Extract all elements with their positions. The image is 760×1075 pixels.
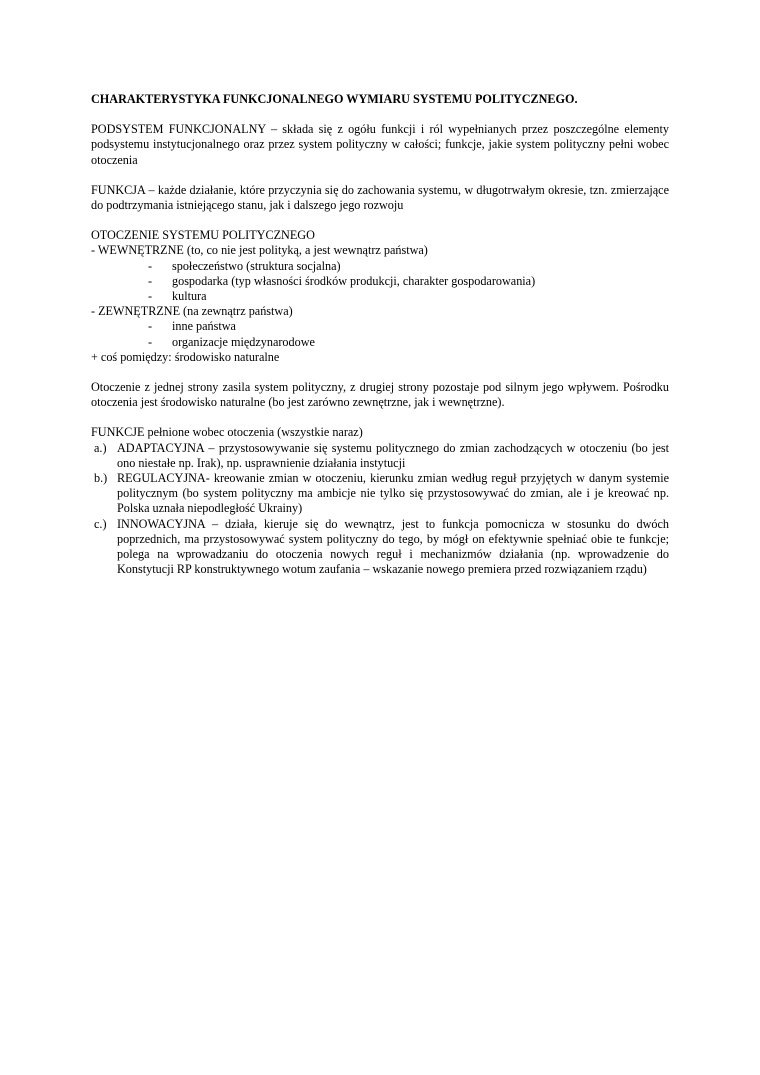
paragraph-podsystem: PODSYSTEM FUNKCJONALNY – składa się z ogółu funkcji i ról wypełnianych przez poszczególne elementy podsystemu instytucjonalnego oraz przez system polityczny w całości; funkcje, jakie system polityczny pełni wobec otoczenia — [91, 122, 669, 167]
otoczenie-pomiedzy: + coś pomiędzy: środowisko naturalne — [91, 349, 280, 364]
list-item-text: kultura — [172, 289, 207, 304]
list-item-text: organizacje międzynarodowe — [172, 334, 315, 349]
list-item — [91, 441, 669, 471]
list-item-text: gospodarka (typ własności środków produkcji, charakter gospodarowania) — [172, 273, 536, 288]
dash-bullet: - — [148, 289, 153, 304]
spacer — [91, 410, 669, 425]
funkcje-list — [91, 441, 669, 578]
funkcje-heading: FUNKCJE pełnione wobec otoczenia (wszystkie naraz) — [91, 425, 363, 440]
wewnetrzne-list — [91, 259, 669, 305]
spacer — [91, 107, 669, 122]
list-marker: b.) — [94, 471, 108, 486]
list-item — [91, 289, 669, 304]
list-item — [91, 335, 669, 350]
section-funkcje — [91, 425, 669, 577]
spacer — [91, 168, 669, 183]
list-item-text: inne państwa — [172, 319, 236, 334]
section-otoczenie — [91, 228, 669, 365]
list-item — [91, 471, 669, 517]
dash-bullet: - — [148, 319, 153, 334]
paragraph-funkcja: FUNKCJA – każde działanie, które przyczynia się do zachowania systemu, w długotrwałym okresie, tzn. zmierzające do podtrzymania istniejącego stanu, jak i dalszego jego rozwoju — [91, 182, 669, 213]
dash-bullet: - — [148, 334, 153, 349]
spacer — [91, 213, 669, 228]
list-item — [91, 274, 669, 289]
document-page — [91, 92, 669, 577]
paragraph-otoczenie: Otoczenie z jednej strony zasila system polityczny, z drugiej strony pozostaje pod silnym jego wpływem. Pośrodku otoczenia jest środowisko naturalne (bo jest zarówno zewnętrzne, jak i wewnętrzne). — [91, 380, 669, 410]
list-item — [91, 517, 669, 578]
list-item-text: ADAPTACYJNA – przystosowywanie się systemu politycznego do zmian zachodzących w otoczeniu (bo jest ono niestałe np. Irak), np. usprawnienie działania instytucji — [117, 440, 669, 470]
list-item-text: społeczeństwo (struktura socjalna) — [172, 258, 341, 273]
dash-bullet: - — [148, 273, 153, 288]
list-item-text: REGULACYJNA- kreowanie zmian w otoczeniu, kierunku zmian według reguł przyjętych w danym systemie politycznym (bo system polityczny ma ambicje nie tylko się przystosowywać do zmian, ale i je kreować np. Polska uznała niepodległość Ukrainy) — [117, 471, 669, 516]
list-item-text: INNOWACYJNA – działa, kieruje się do wewnątrz, jest to funkcja pomocnicza w stosunku do dwóch poprzednich, ma przystosowywać system polityczny do tego, by mógł on efektywnie spełniać obie te funkcje; polega na wprowadzaniu do otoczenia nowych reguł i mechanizmów działania (np. wprowadzenie do Konstytucji RP konstruktywnego wotum zaufania – wskazanie nowego premiera przed rozwiązaniem rządu) — [117, 516, 669, 577]
list-marker: a.) — [94, 440, 107, 455]
otoczenie-heading: OTOCZENIE SYSTEMU POLITYCZNEGO — [91, 228, 315, 243]
list-marker: c.) — [94, 516, 107, 531]
otoczenie-wewnetrzne: - WEWNĘTRZNE (to, co nie jest polityką, a jest wewnątrz państwa) — [91, 243, 428, 258]
otoczenie-zewnetrzne: - ZEWNĘTRZNE (na zewnątrz państwa) — [91, 304, 293, 319]
dash-bullet: - — [148, 258, 153, 273]
document-title: CHARAKTERYSTYKA FUNKCJONALNEGO WYMIARU SYSTEMU POLITYCZNEGO. — [91, 92, 578, 106]
list-item — [91, 319, 669, 334]
zewnetrzne-list — [91, 319, 669, 349]
spacer — [91, 365, 669, 380]
list-item — [91, 259, 669, 274]
